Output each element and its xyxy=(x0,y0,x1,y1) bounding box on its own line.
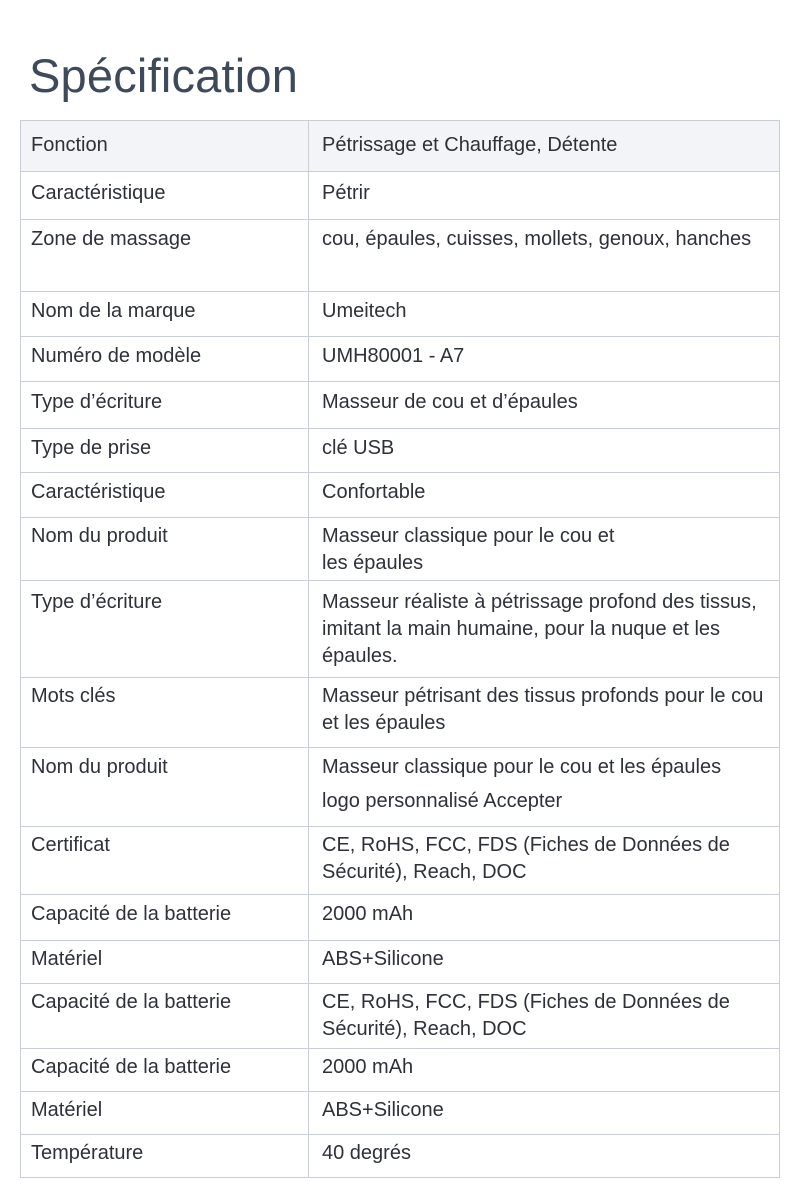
table-row xyxy=(21,473,780,518)
spec-key xyxy=(21,292,309,337)
table-row xyxy=(21,1135,780,1178)
table-row xyxy=(21,382,780,429)
spec-value-text: CE, RoHS, FCC, FDS (Fiches de Données de Sécurité), Reach, DOC xyxy=(322,834,730,883)
spec-key-text: Type d’écriture xyxy=(31,391,163,413)
spec-key xyxy=(21,678,309,748)
spec-value xyxy=(309,678,780,748)
table-row xyxy=(21,1049,780,1092)
spec-value xyxy=(309,382,780,429)
spec-value-text: Masseur pétrisant des tissus profonds pour le cou et les épaules xyxy=(322,685,764,734)
spec-value xyxy=(309,473,780,518)
table-row xyxy=(21,581,780,678)
spec-key-text: Matériel xyxy=(31,948,103,970)
spec-value xyxy=(309,172,780,220)
spec-value-text: 40 degrés xyxy=(322,1142,411,1164)
spec-key xyxy=(21,337,309,382)
table-row xyxy=(21,941,780,984)
table-row xyxy=(21,678,780,748)
table-row xyxy=(21,748,780,827)
specification-table xyxy=(20,120,780,1178)
spec-value-text: Confortable xyxy=(322,481,426,503)
table-row xyxy=(21,172,780,220)
spec-key-text: Capacité de la batterie xyxy=(31,1056,232,1078)
table-row xyxy=(21,518,780,581)
spec-key xyxy=(21,1135,309,1178)
spec-value-text: Pétrissage et Chauffage, Détente xyxy=(322,134,618,156)
spec-key-text: Type d’écriture xyxy=(31,591,163,613)
spec-value-text: ABS+Silicone xyxy=(322,1099,444,1121)
spec-value xyxy=(309,827,780,895)
spec-value xyxy=(309,518,780,581)
spec-value-text: Masseur de cou et d’épaules xyxy=(322,391,578,413)
spec-value xyxy=(309,121,780,172)
spec-key-text: Mots clés xyxy=(31,685,116,707)
table-row xyxy=(21,827,780,895)
spec-key xyxy=(21,581,309,678)
spec-key xyxy=(21,827,309,895)
page-title: Spécification xyxy=(29,49,299,102)
spec-key xyxy=(21,121,309,172)
spec-key-text: Certificat xyxy=(31,834,110,856)
table-row xyxy=(21,292,780,337)
spec-key xyxy=(21,429,309,473)
spec-value-text: Masseur classique pour le cou et les épaules xyxy=(322,756,722,778)
spec-key-text: Température xyxy=(31,1142,144,1164)
spec-key-text: Capacité de la batterie xyxy=(31,903,232,925)
spec-key xyxy=(21,748,309,827)
spec-key-text: Fonction xyxy=(31,134,108,156)
spec-value-text: CE, RoHS, FCC, FDS (Fiches de Données de Sécurité), Reach, DOC xyxy=(322,991,730,1040)
spec-value-text: Masseur réaliste à pétrissage profond des tissus, imitant la main humaine, pour la nuque et les épaules. xyxy=(322,591,757,667)
spec-value-text: 2000 mAh xyxy=(322,903,414,925)
spec-value xyxy=(309,1092,780,1135)
spec-value xyxy=(309,748,780,827)
spec-key-text: Zone de massage xyxy=(31,228,192,250)
spec-value xyxy=(309,292,780,337)
table-row xyxy=(21,895,780,941)
spec-value-text: 2000 mAh xyxy=(322,1056,414,1078)
table-row xyxy=(21,429,780,473)
spec-value-text: UMH80001 - A7 xyxy=(322,345,465,367)
spec-key xyxy=(21,172,309,220)
spec-key xyxy=(21,1092,309,1135)
table-row xyxy=(21,984,780,1049)
spec-key-text: Nom du produit xyxy=(31,525,168,547)
spec-value-text: cou, épaules, cuisses, mollets, genoux, hanches xyxy=(322,228,752,250)
spec-value xyxy=(309,984,780,1049)
spec-key-text: Type de prise xyxy=(31,437,152,459)
spec-value-text: Pétrir xyxy=(322,182,370,204)
spec-value xyxy=(309,429,780,473)
spec-key xyxy=(21,895,309,941)
spec-key xyxy=(21,941,309,984)
spec-key-text: Caractéristique xyxy=(31,481,166,503)
spec-value-extra-text: logo personnalisé Accepter xyxy=(322,790,563,812)
spec-value xyxy=(309,581,780,678)
spec-key xyxy=(21,220,309,292)
spec-key xyxy=(21,518,309,581)
spec-key xyxy=(21,1049,309,1092)
spec-key-text: Nom du produit xyxy=(31,756,168,778)
spec-key-text: Matériel xyxy=(31,1099,103,1121)
spec-value xyxy=(309,941,780,984)
spec-value xyxy=(309,1135,780,1178)
spec-value-text: ABS+Silicone xyxy=(322,948,444,970)
spec-value xyxy=(309,220,780,292)
spec-value xyxy=(309,337,780,382)
spec-value-text: Masseur classique pour le cou et les épaules xyxy=(322,525,615,574)
spec-value-text: clé USB xyxy=(322,437,395,459)
spec-key-text: Capacité de la batterie xyxy=(31,991,232,1013)
spec-key xyxy=(21,382,309,429)
spec-value-text: Umeitech xyxy=(322,300,407,322)
spec-value xyxy=(309,1049,780,1092)
table-row xyxy=(21,121,780,172)
spec-key-text: Nom de la marque xyxy=(31,300,196,322)
table-row xyxy=(21,220,780,292)
table-row xyxy=(21,1092,780,1135)
spec-key-text: Numéro de modèle xyxy=(31,345,202,367)
spec-key xyxy=(21,984,309,1049)
spec-value xyxy=(309,895,780,941)
spec-key-text: Caractéristique xyxy=(31,182,166,204)
table-row xyxy=(21,337,780,382)
spec-key xyxy=(21,473,309,518)
